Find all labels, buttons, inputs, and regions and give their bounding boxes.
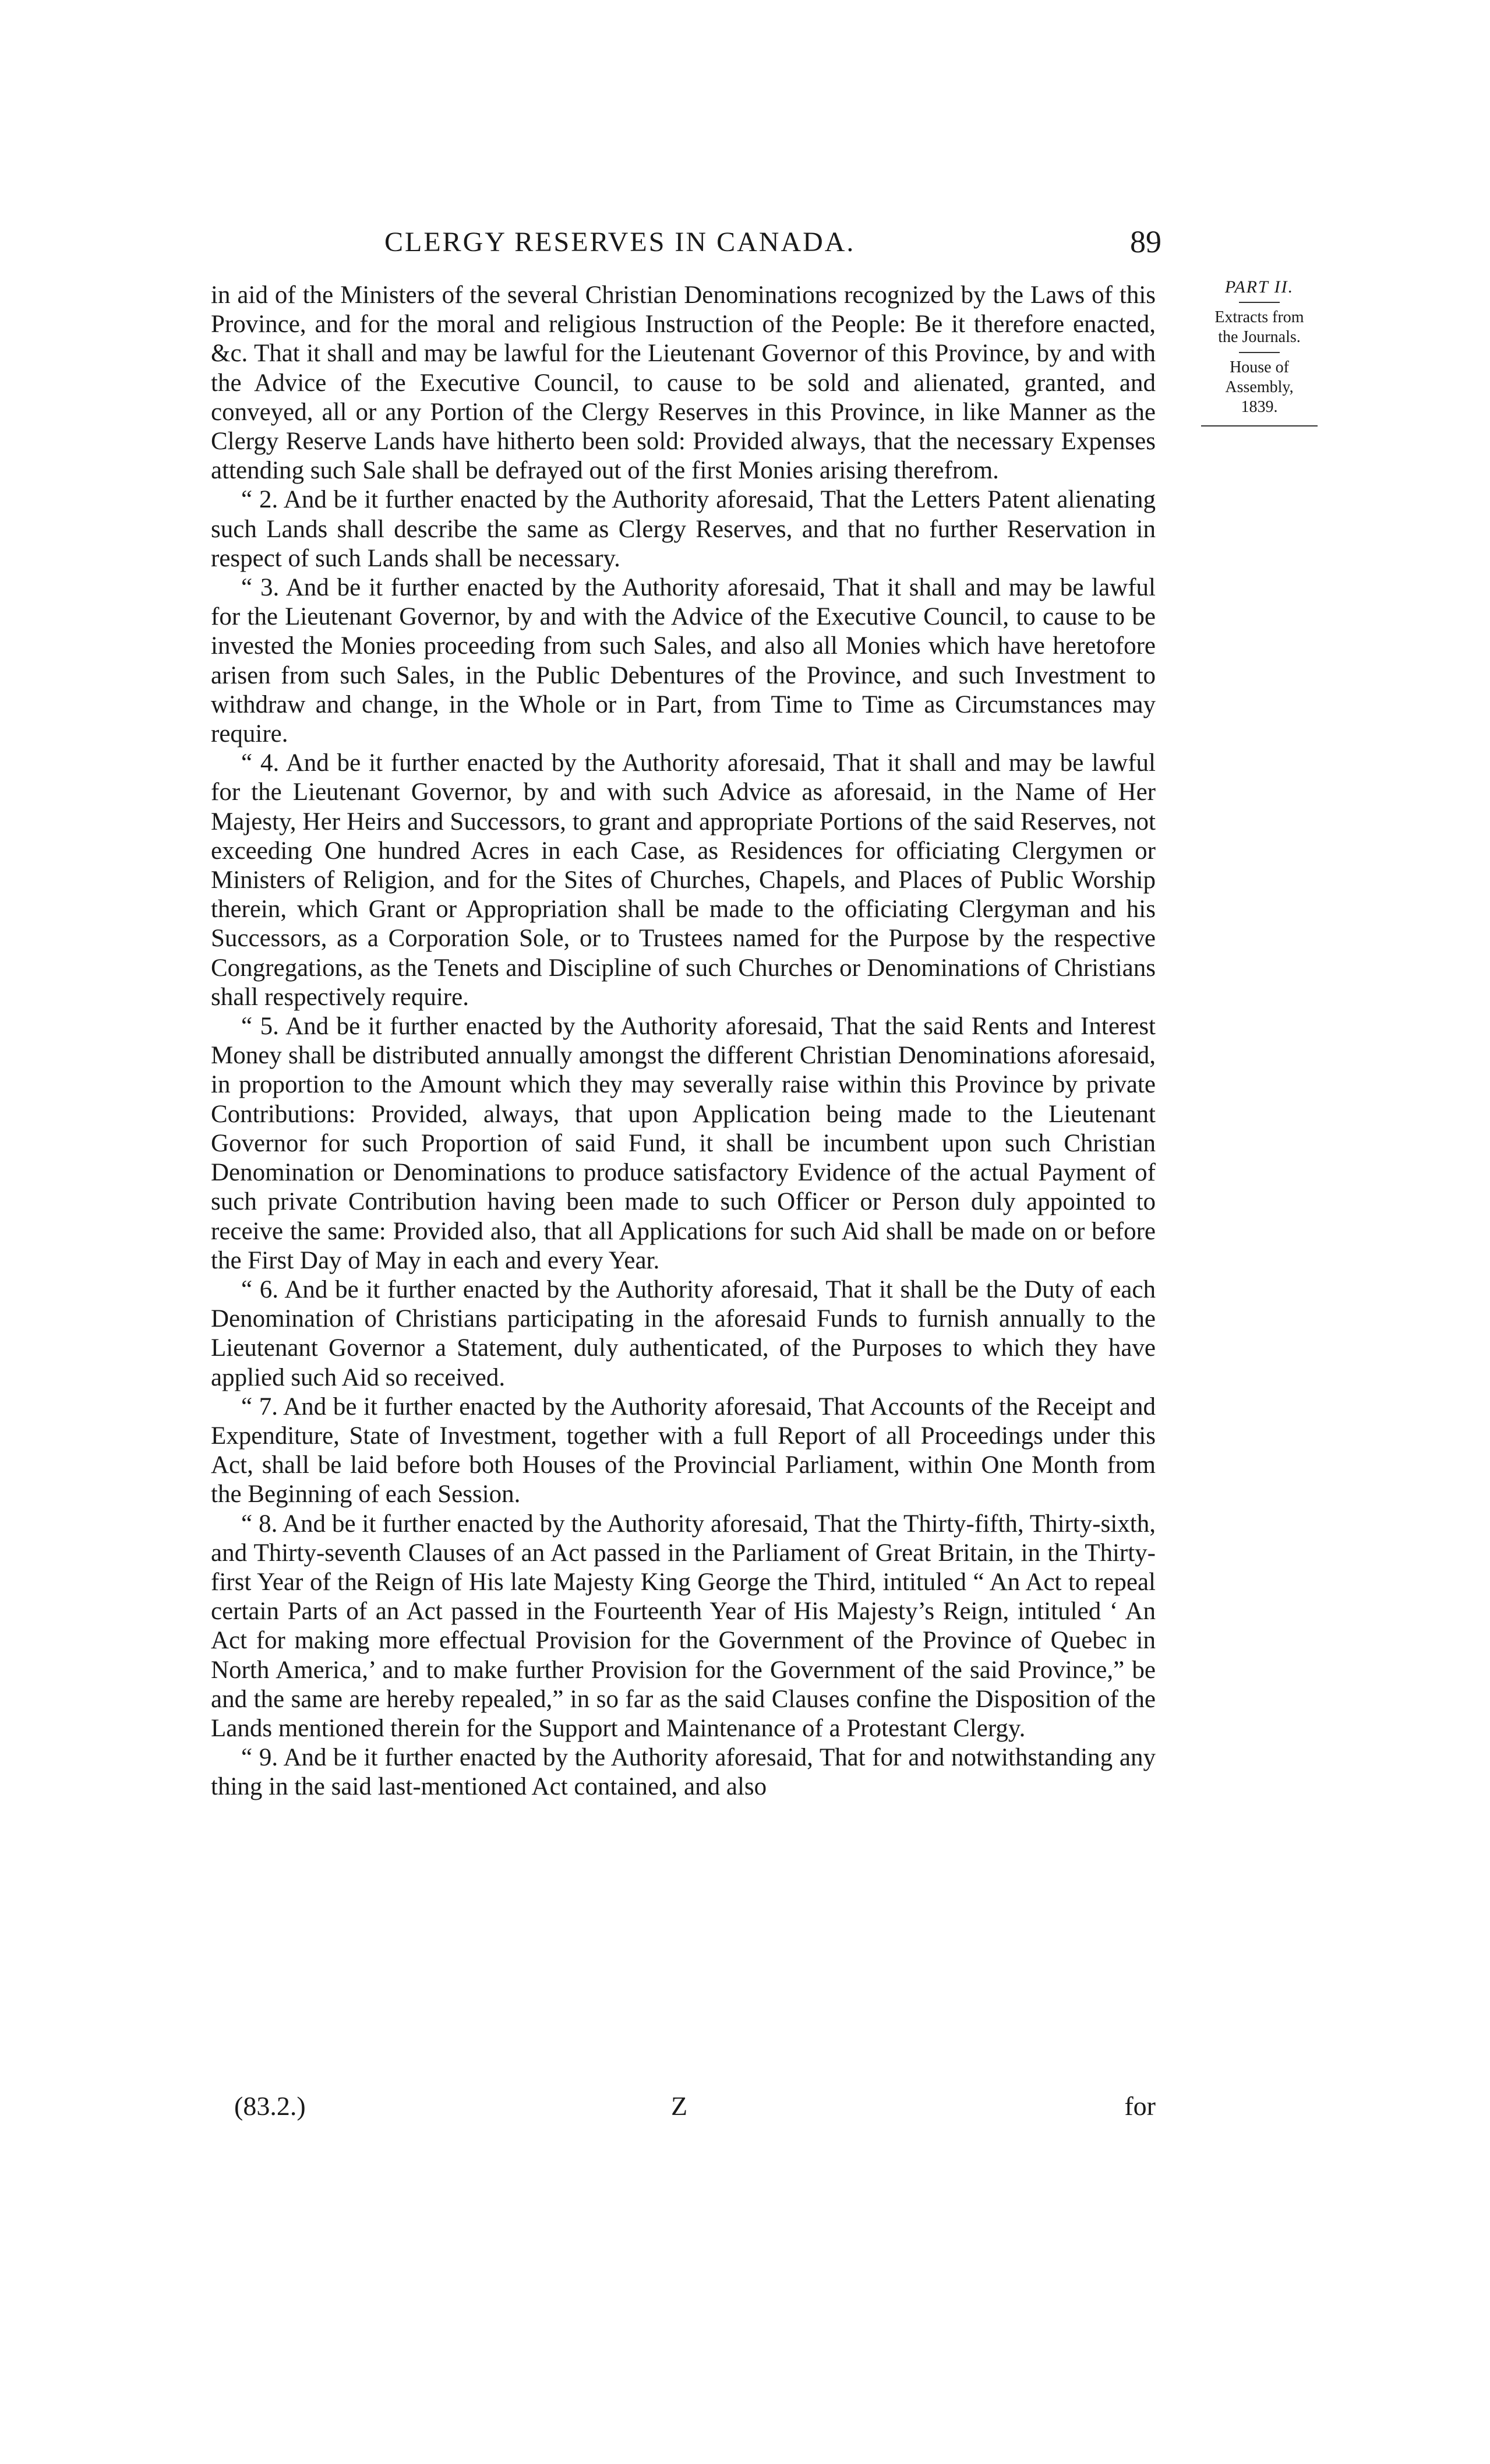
paragraph-continuation: in aid of the Ministers of the several Christian Denominations recognized by the Laws of this Province, and for the moral and religious Instruction of the People: Be it therefore enacted, &c. That it shall and may be lawful for the Lieutenant Governor of this Province, by and with the Advice of the Executive Council, to cause to be sold and alienated, granted, and conveyed, all or any Portion of the Clergy Reserves in this Province, in like Manner as the Clergy Reserve Lands have hitherto been sold: Provided always, that the necessary Expenses attending such Sale shall be defrayed out of the first Monies arising therefrom. <box>211 281 1156 485</box>
margin-note-line: House of <box>1230 358 1289 376</box>
margin-note-line: 1839. <box>1241 398 1278 416</box>
body-text <box>211 281 1156 1802</box>
clause-3: “ 3. And be it further enacted by the Authority aforesaid, That it shall and may be lawful for the Lieutenant Governor, by and with the Advice of the Executive Council, to cause to be invested the Monies proceeding from such Sales, and also all Monies which have heretofore arisen from such Sales, in the Public Debentures of the Province, and such Investment to withdraw and change, in the Whole or in Part, from Time to Time as Circumstances may require. <box>211 574 1156 748</box>
catchword: for <box>1124 2091 1156 2121</box>
clause-4: “ 4. And be it further enacted by the Authority aforesaid, That it shall and may be lawful for the Lieutenant Governor, by and with such Advice as aforesaid, in the Name of Her Majesty, Her Heirs and Successors, to grant and appropriate Portions of the said Reserves, not exceeding One hundred Acres in each Case, as Residences for officiating Clergymen or Ministers of Religion, and for the Sites of Churches, Chapels, and Places of Public Worship therein, which Grant or Appropriation shall be made to the officiating Clergyman and his Successors, as a Corporation Sole, or to Trustees named for the Purpose by the respective Congregations, as the Tenets and Discipline of such Churches or Denominations of Christians shall respectively require. <box>211 749 1156 1011</box>
clause-5: “ 5. And be it further enacted by the Authority aforesaid, That the said Rents and Interest Money shall be distributed annually amongst the different Christian Denominations aforesaid, in proportion to the Amount which they may severally raise within this Province by private Contributions: Provided, always, that upon Application being made to the Lieutenant Governor for such Proportion of said Fund, it shall be incumbent upon such Christian Denomination or Denominations to produce satisfactory Evidence of the actual Payment of such private Contribution having been made to such Officer or Person duly appointed to receive the same: Provided also, that all Applications for such Aid shall be made on or before the First Day of May in each and every Year. <box>211 1013 1156 1274</box>
margin-note <box>1195 277 1323 431</box>
clause-9: “ 9. And be it further enacted by the Authority aforesaid, That for and notwithstanding any thing in the said last-mentioned Act contained, and also <box>211 1744 1156 1801</box>
margin-note-line: Assembly, <box>1225 378 1294 396</box>
clause-2: “ 2. And be it further enacted by the Authority aforesaid, That the Letters Patent alienating such Lands shall describe the same as Clergy Reserves, and that no further Reservation in respect of such Lands shall be necessary. <box>211 486 1156 572</box>
margin-rule <box>1239 302 1280 303</box>
printer-signature: (83.2.) <box>234 2091 306 2121</box>
margin-rule <box>1239 352 1280 353</box>
running-title: CLERGY RESERVES IN CANADA. <box>384 227 856 258</box>
signature-mark: Z <box>671 2091 688 2121</box>
page-number: 89 <box>1130 224 1161 259</box>
margin-note-part: PART II. <box>1224 277 1294 297</box>
clause-6: “ 6. And be it further enacted by the Authority aforesaid, That it shall be the Duty of each Denomination of Christians participating in the aforesaid Funds to furnish annually to the Lieutenant Governor a Statement, duly authenticated, of the Purposes to which they have applied such Aid so received. <box>211 1275 1156 1391</box>
clause-8: “ 8. And be it further enacted by the Authority aforesaid, That the Thirty-fifth, Thirty-sixth, and Thirty-seventh Clauses of an Act passed in the Parliament of Great Britain, in the Thirty-first Year of the Reign of His late Majesty King George the Third, intituled “ An Act to repeal certain Parts of an Act passed in the Fourteenth Year of His Majesty’s Reign, intituled ‘ An Act for making more effectual Provision for the Government of the Province of Quebec in North America,’ and to make further Provision for the Government of the said Province,” be and the same are hereby repealed,” in so far as the said Clauses confine the Disposition of the Lands mentioned therein for the Support and Maintenance of a Protestant Clergy. <box>211 1510 1156 1742</box>
margin-rule <box>1201 425 1318 426</box>
page-footer <box>211 2091 1156 2125</box>
margin-note-line: the Journals. <box>1218 328 1301 346</box>
margin-note-line: Extracts from <box>1214 308 1304 326</box>
clause-7: “ 7. And be it further enacted by the Authority aforesaid, That Accounts of the Receipt and Expenditure, State of Investment, together with a full Report of all Proceedings under this Act, shall be laid before both Houses of the Provincial Parliament, within One Month from the Beginning of each Session. <box>211 1393 1156 1508</box>
